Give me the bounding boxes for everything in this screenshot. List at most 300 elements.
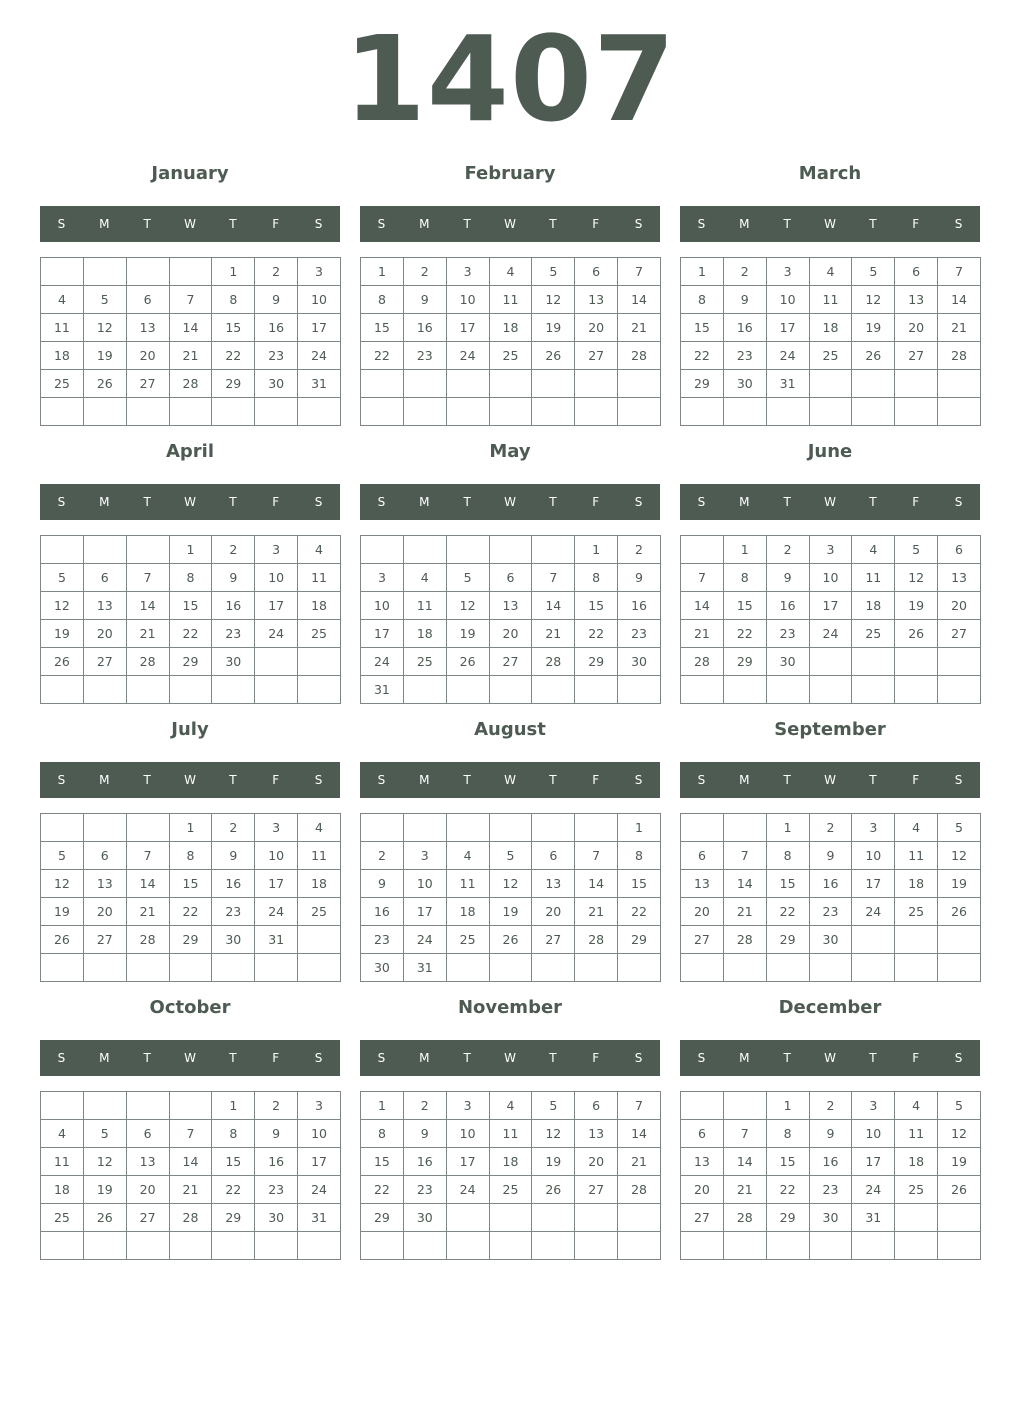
- day-cell: [298, 954, 341, 982]
- day-cell: 30: [361, 954, 404, 982]
- weekday-label: F: [912, 773, 920, 787]
- weekday-label: T: [869, 217, 877, 231]
- day-cell: 21: [618, 314, 661, 342]
- day-cell: 12: [489, 870, 532, 898]
- weekday-label: W: [824, 1051, 836, 1065]
- day-cell: [212, 676, 255, 704]
- weekday-label: F: [592, 773, 600, 787]
- day-grid: [40, 535, 341, 704]
- day-cell: [575, 676, 618, 704]
- day-cell: 1: [723, 536, 766, 564]
- day-cell: 9: [723, 286, 766, 314]
- day-cell: [895, 648, 938, 676]
- day-cell: [618, 370, 661, 398]
- weekday-label: S: [634, 495, 643, 509]
- day-grid: [680, 813, 981, 982]
- weekday-label: M: [99, 1051, 110, 1065]
- day-cell: [255, 676, 298, 704]
- weekday-header: [680, 206, 980, 242]
- day-cell: 6: [83, 842, 126, 870]
- weekday-label: M: [419, 773, 430, 787]
- day-cell: 20: [83, 898, 126, 926]
- week-row: [41, 342, 341, 370]
- day-cell: 10: [298, 286, 341, 314]
- week-row: [681, 926, 981, 954]
- weekday-label: W: [184, 773, 196, 787]
- week-row: [41, 1204, 341, 1232]
- day-cell: 21: [681, 620, 724, 648]
- day-cell: 25: [41, 1204, 84, 1232]
- day-cell: [895, 1232, 938, 1260]
- day-cell: 28: [723, 926, 766, 954]
- day-cell: 23: [809, 1176, 852, 1204]
- week-row: [681, 648, 981, 676]
- weekday-header: [360, 762, 660, 798]
- day-cell: 26: [41, 648, 84, 676]
- day-cell: 11: [895, 1120, 938, 1148]
- week-row: [681, 258, 981, 286]
- weekday-label: F: [272, 495, 280, 509]
- day-cell: 1: [169, 536, 212, 564]
- week-row: [681, 1092, 981, 1120]
- day-cell: 30: [766, 648, 809, 676]
- day-cell: [618, 954, 661, 982]
- day-cell: [446, 370, 489, 398]
- day-cell: 20: [681, 1176, 724, 1204]
- week-row: [681, 1148, 981, 1176]
- day-cell: 29: [766, 1204, 809, 1232]
- weekday-label: M: [99, 773, 110, 787]
- day-grid: [360, 535, 661, 704]
- day-cell: 25: [852, 620, 895, 648]
- day-cell: [403, 814, 446, 842]
- day-cell: [532, 1232, 575, 1260]
- weekday-label: T: [783, 773, 791, 787]
- day-cell: 4: [489, 1092, 532, 1120]
- weekday-label: W: [184, 217, 196, 231]
- week-row: [361, 814, 661, 842]
- day-cell: 9: [255, 1120, 298, 1148]
- day-cell: [809, 954, 852, 982]
- day-cell: 22: [681, 342, 724, 370]
- weekday-label: S: [57, 1051, 66, 1065]
- day-cell: [895, 954, 938, 982]
- day-cell: [532, 398, 575, 426]
- day-cell: 25: [403, 648, 446, 676]
- day-cell: 24: [809, 620, 852, 648]
- day-cell: 18: [895, 870, 938, 898]
- day-cell: 22: [618, 898, 661, 926]
- day-cell: [852, 370, 895, 398]
- day-cell: 22: [361, 342, 404, 370]
- week-row: [681, 1232, 981, 1260]
- day-cell: 25: [895, 1176, 938, 1204]
- week-row: [681, 1176, 981, 1204]
- day-cell: 31: [766, 370, 809, 398]
- weekday-label: T: [463, 1051, 471, 1065]
- day-cell: 8: [575, 564, 618, 592]
- day-cell: [681, 1232, 724, 1260]
- day-cell: 26: [532, 342, 575, 370]
- day-cell: 21: [723, 1176, 766, 1204]
- day-cell: [895, 398, 938, 426]
- day-cell: 8: [723, 564, 766, 592]
- day-cell: 13: [532, 870, 575, 898]
- day-cell: 1: [361, 258, 404, 286]
- day-cell: [83, 1232, 126, 1260]
- weekday-label: T: [783, 217, 791, 231]
- day-cell: 9: [618, 564, 661, 592]
- day-cell: 15: [681, 314, 724, 342]
- day-cell: 6: [575, 1092, 618, 1120]
- weekday-label: T: [549, 1051, 557, 1065]
- day-cell: [403, 370, 446, 398]
- weekday-label: T: [869, 1051, 877, 1065]
- weekday-label: T: [229, 217, 237, 231]
- month-name: September: [774, 719, 886, 740]
- day-cell: 28: [681, 648, 724, 676]
- day-cell: [41, 258, 84, 286]
- day-cell: 25: [809, 342, 852, 370]
- weekday-label: T: [869, 773, 877, 787]
- week-row: [681, 592, 981, 620]
- day-cell: 2: [809, 814, 852, 842]
- day-cell: 17: [446, 314, 489, 342]
- day-grid: [680, 1091, 981, 1260]
- week-row: [681, 1120, 981, 1148]
- day-cell: 18: [809, 314, 852, 342]
- day-cell: 22: [575, 620, 618, 648]
- weekday-label: F: [272, 217, 280, 231]
- day-cell: 12: [938, 1120, 981, 1148]
- day-cell: 14: [169, 1148, 212, 1176]
- day-cell: 19: [532, 1148, 575, 1176]
- week-row: [361, 870, 661, 898]
- day-cell: [403, 1232, 446, 1260]
- weekday-label: F: [912, 217, 920, 231]
- day-cell: 28: [618, 1176, 661, 1204]
- day-cell: 15: [575, 592, 618, 620]
- week-row: [361, 926, 661, 954]
- day-cell: [532, 370, 575, 398]
- day-cell: [126, 398, 169, 426]
- day-cell: 8: [766, 1120, 809, 1148]
- week-row: [41, 648, 341, 676]
- day-cell: 14: [723, 870, 766, 898]
- day-cell: 21: [532, 620, 575, 648]
- day-cell: 16: [723, 314, 766, 342]
- day-cell: [895, 1204, 938, 1232]
- day-cell: 3: [766, 258, 809, 286]
- day-cell: 13: [126, 314, 169, 342]
- day-cell: 7: [938, 258, 981, 286]
- week-row: [41, 676, 341, 704]
- day-cell: 25: [41, 370, 84, 398]
- weekday-label: W: [824, 217, 836, 231]
- day-cell: 12: [41, 870, 84, 898]
- day-cell: [852, 648, 895, 676]
- day-cell: [489, 954, 532, 982]
- day-cell: 6: [895, 258, 938, 286]
- weekday-label: S: [377, 1051, 386, 1065]
- day-cell: 31: [852, 1204, 895, 1232]
- day-cell: [618, 398, 661, 426]
- day-cell: [532, 814, 575, 842]
- weekday-label: T: [143, 1051, 151, 1065]
- day-cell: 31: [403, 954, 446, 982]
- day-cell: [83, 536, 126, 564]
- day-cell: 7: [532, 564, 575, 592]
- day-cell: [852, 398, 895, 426]
- day-cell: 5: [83, 286, 126, 314]
- day-cell: [361, 536, 404, 564]
- weekday-label: S: [634, 1051, 643, 1065]
- day-cell: [618, 1232, 661, 1260]
- week-row: [41, 314, 341, 342]
- day-cell: 14: [618, 1120, 661, 1148]
- day-cell: [361, 814, 404, 842]
- weekday-label: M: [739, 1051, 750, 1065]
- day-cell: 21: [126, 620, 169, 648]
- day-cell: 27: [532, 926, 575, 954]
- day-cell: 21: [723, 898, 766, 926]
- day-cell: [212, 954, 255, 982]
- day-cell: 29: [212, 1204, 255, 1232]
- day-cell: 6: [681, 1120, 724, 1148]
- day-cell: 14: [532, 592, 575, 620]
- day-cell: [575, 370, 618, 398]
- weekday-label: W: [504, 217, 516, 231]
- day-cell: [723, 1232, 766, 1260]
- day-cell: 23: [255, 1176, 298, 1204]
- weekday-label: F: [592, 217, 600, 231]
- week-row: [41, 954, 341, 982]
- day-cell: 3: [446, 258, 489, 286]
- week-row: [41, 564, 341, 592]
- day-cell: 14: [126, 592, 169, 620]
- day-cell: 17: [255, 870, 298, 898]
- week-row: [681, 620, 981, 648]
- day-cell: [681, 1092, 724, 1120]
- day-cell: 7: [681, 564, 724, 592]
- day-cell: 21: [618, 1148, 661, 1176]
- day-cell: [298, 398, 341, 426]
- day-cell: [852, 954, 895, 982]
- day-cell: 18: [446, 898, 489, 926]
- day-grid: [360, 813, 661, 982]
- day-cell: [766, 398, 809, 426]
- day-cell: 24: [298, 1176, 341, 1204]
- day-cell: 24: [852, 1176, 895, 1204]
- day-grid: [680, 535, 981, 704]
- day-cell: 27: [126, 1204, 169, 1232]
- day-cell: [41, 1092, 84, 1120]
- day-cell: [723, 954, 766, 982]
- day-cell: 29: [169, 648, 212, 676]
- day-cell: 17: [852, 870, 895, 898]
- day-cell: 24: [403, 926, 446, 954]
- week-row: [361, 648, 661, 676]
- month-name: June: [807, 441, 853, 462]
- day-cell: 2: [403, 1092, 446, 1120]
- day-cell: 5: [446, 564, 489, 592]
- day-cell: 30: [809, 1204, 852, 1232]
- week-row: [681, 814, 981, 842]
- day-cell: 16: [212, 870, 255, 898]
- weekday-label: S: [57, 773, 66, 787]
- day-cell: 19: [489, 898, 532, 926]
- weekday-label: F: [912, 1051, 920, 1065]
- weekday-label: F: [272, 1051, 280, 1065]
- day-cell: 20: [126, 1176, 169, 1204]
- weekday-label: W: [184, 1051, 196, 1065]
- day-cell: 9: [212, 564, 255, 592]
- day-cell: 17: [298, 314, 341, 342]
- month-name: April: [165, 441, 215, 462]
- day-cell: 20: [126, 342, 169, 370]
- day-cell: [809, 1232, 852, 1260]
- day-cell: 17: [298, 1148, 341, 1176]
- day-cell: 5: [489, 842, 532, 870]
- week-row: [361, 286, 661, 314]
- weekday-label: S: [57, 495, 66, 509]
- weekday-header: [680, 484, 980, 520]
- day-cell: 9: [403, 1120, 446, 1148]
- day-cell: 6: [126, 286, 169, 314]
- day-cell: 23: [255, 342, 298, 370]
- day-cell: 11: [298, 842, 341, 870]
- day-cell: [83, 398, 126, 426]
- day-cell: 14: [126, 870, 169, 898]
- weekday-label: F: [912, 495, 920, 509]
- month-name: December: [778, 997, 882, 1018]
- day-cell: 7: [618, 1092, 661, 1120]
- day-cell: 12: [852, 286, 895, 314]
- day-cell: 17: [809, 592, 852, 620]
- weekday-label: T: [229, 773, 237, 787]
- day-cell: 23: [766, 620, 809, 648]
- day-cell: 4: [895, 814, 938, 842]
- day-cell: 12: [41, 592, 84, 620]
- day-cell: [83, 814, 126, 842]
- day-cell: [83, 676, 126, 704]
- day-cell: 5: [895, 536, 938, 564]
- day-cell: [766, 954, 809, 982]
- day-cell: 21: [169, 342, 212, 370]
- day-cell: 17: [852, 1148, 895, 1176]
- day-cell: 20: [895, 314, 938, 342]
- day-cell: 26: [852, 342, 895, 370]
- day-cell: [532, 536, 575, 564]
- weekday-label: T: [143, 773, 151, 787]
- day-cell: [681, 536, 724, 564]
- day-grid: [360, 1091, 661, 1260]
- day-cell: 26: [83, 1204, 126, 1232]
- day-cell: 29: [575, 648, 618, 676]
- day-cell: 11: [489, 286, 532, 314]
- day-cell: 1: [681, 258, 724, 286]
- day-cell: 29: [212, 370, 255, 398]
- day-cell: [681, 954, 724, 982]
- day-cell: 19: [83, 342, 126, 370]
- week-row: [41, 898, 341, 926]
- day-cell: 24: [361, 648, 404, 676]
- month-name: March: [798, 163, 862, 184]
- day-cell: 15: [723, 592, 766, 620]
- day-cell: [809, 370, 852, 398]
- day-cell: 4: [895, 1092, 938, 1120]
- day-cell: [298, 1232, 341, 1260]
- day-cell: 18: [852, 592, 895, 620]
- day-cell: 11: [41, 314, 84, 342]
- weekday-label: S: [314, 495, 323, 509]
- weekday-label: S: [314, 1051, 323, 1065]
- week-row: [41, 814, 341, 842]
- day-cell: 25: [446, 926, 489, 954]
- day-cell: 22: [723, 620, 766, 648]
- day-cell: [41, 398, 84, 426]
- week-row: [681, 954, 981, 982]
- weekday-label: T: [549, 773, 557, 787]
- weekday-label: T: [143, 217, 151, 231]
- weekday-label: T: [463, 217, 471, 231]
- day-cell: 13: [126, 1148, 169, 1176]
- weekday-header: [40, 206, 340, 242]
- week-row: [41, 1092, 341, 1120]
- day-cell: [809, 676, 852, 704]
- day-cell: 1: [766, 814, 809, 842]
- week-row: [681, 1204, 981, 1232]
- week-row: [681, 898, 981, 926]
- weekday-label: S: [954, 217, 963, 231]
- day-cell: 18: [298, 870, 341, 898]
- week-row: [361, 564, 661, 592]
- week-row: [361, 370, 661, 398]
- day-cell: 3: [852, 814, 895, 842]
- weekday-header: [680, 1040, 980, 1076]
- day-cell: 29: [618, 926, 661, 954]
- day-cell: [895, 926, 938, 954]
- day-cell: 16: [809, 1148, 852, 1176]
- day-cell: 26: [489, 926, 532, 954]
- day-cell: 19: [446, 620, 489, 648]
- week-row: [361, 342, 661, 370]
- day-cell: [618, 676, 661, 704]
- day-cell: 20: [489, 620, 532, 648]
- day-cell: 9: [766, 564, 809, 592]
- weekday-label: T: [783, 495, 791, 509]
- day-cell: [169, 954, 212, 982]
- day-cell: 30: [809, 926, 852, 954]
- day-cell: 22: [766, 898, 809, 926]
- day-cell: 18: [298, 592, 341, 620]
- weekday-label: F: [592, 1051, 600, 1065]
- week-row: [41, 592, 341, 620]
- day-cell: 22: [361, 1176, 404, 1204]
- day-cell: 31: [298, 1204, 341, 1232]
- day-cell: 26: [895, 620, 938, 648]
- day-cell: [938, 926, 981, 954]
- day-cell: 11: [41, 1148, 84, 1176]
- day-cell: 16: [255, 314, 298, 342]
- day-cell: [723, 1092, 766, 1120]
- day-cell: 6: [126, 1120, 169, 1148]
- day-cell: [489, 536, 532, 564]
- day-grid: [360, 257, 661, 426]
- day-cell: 24: [446, 1176, 489, 1204]
- weekday-header: [40, 762, 340, 798]
- day-cell: [298, 926, 341, 954]
